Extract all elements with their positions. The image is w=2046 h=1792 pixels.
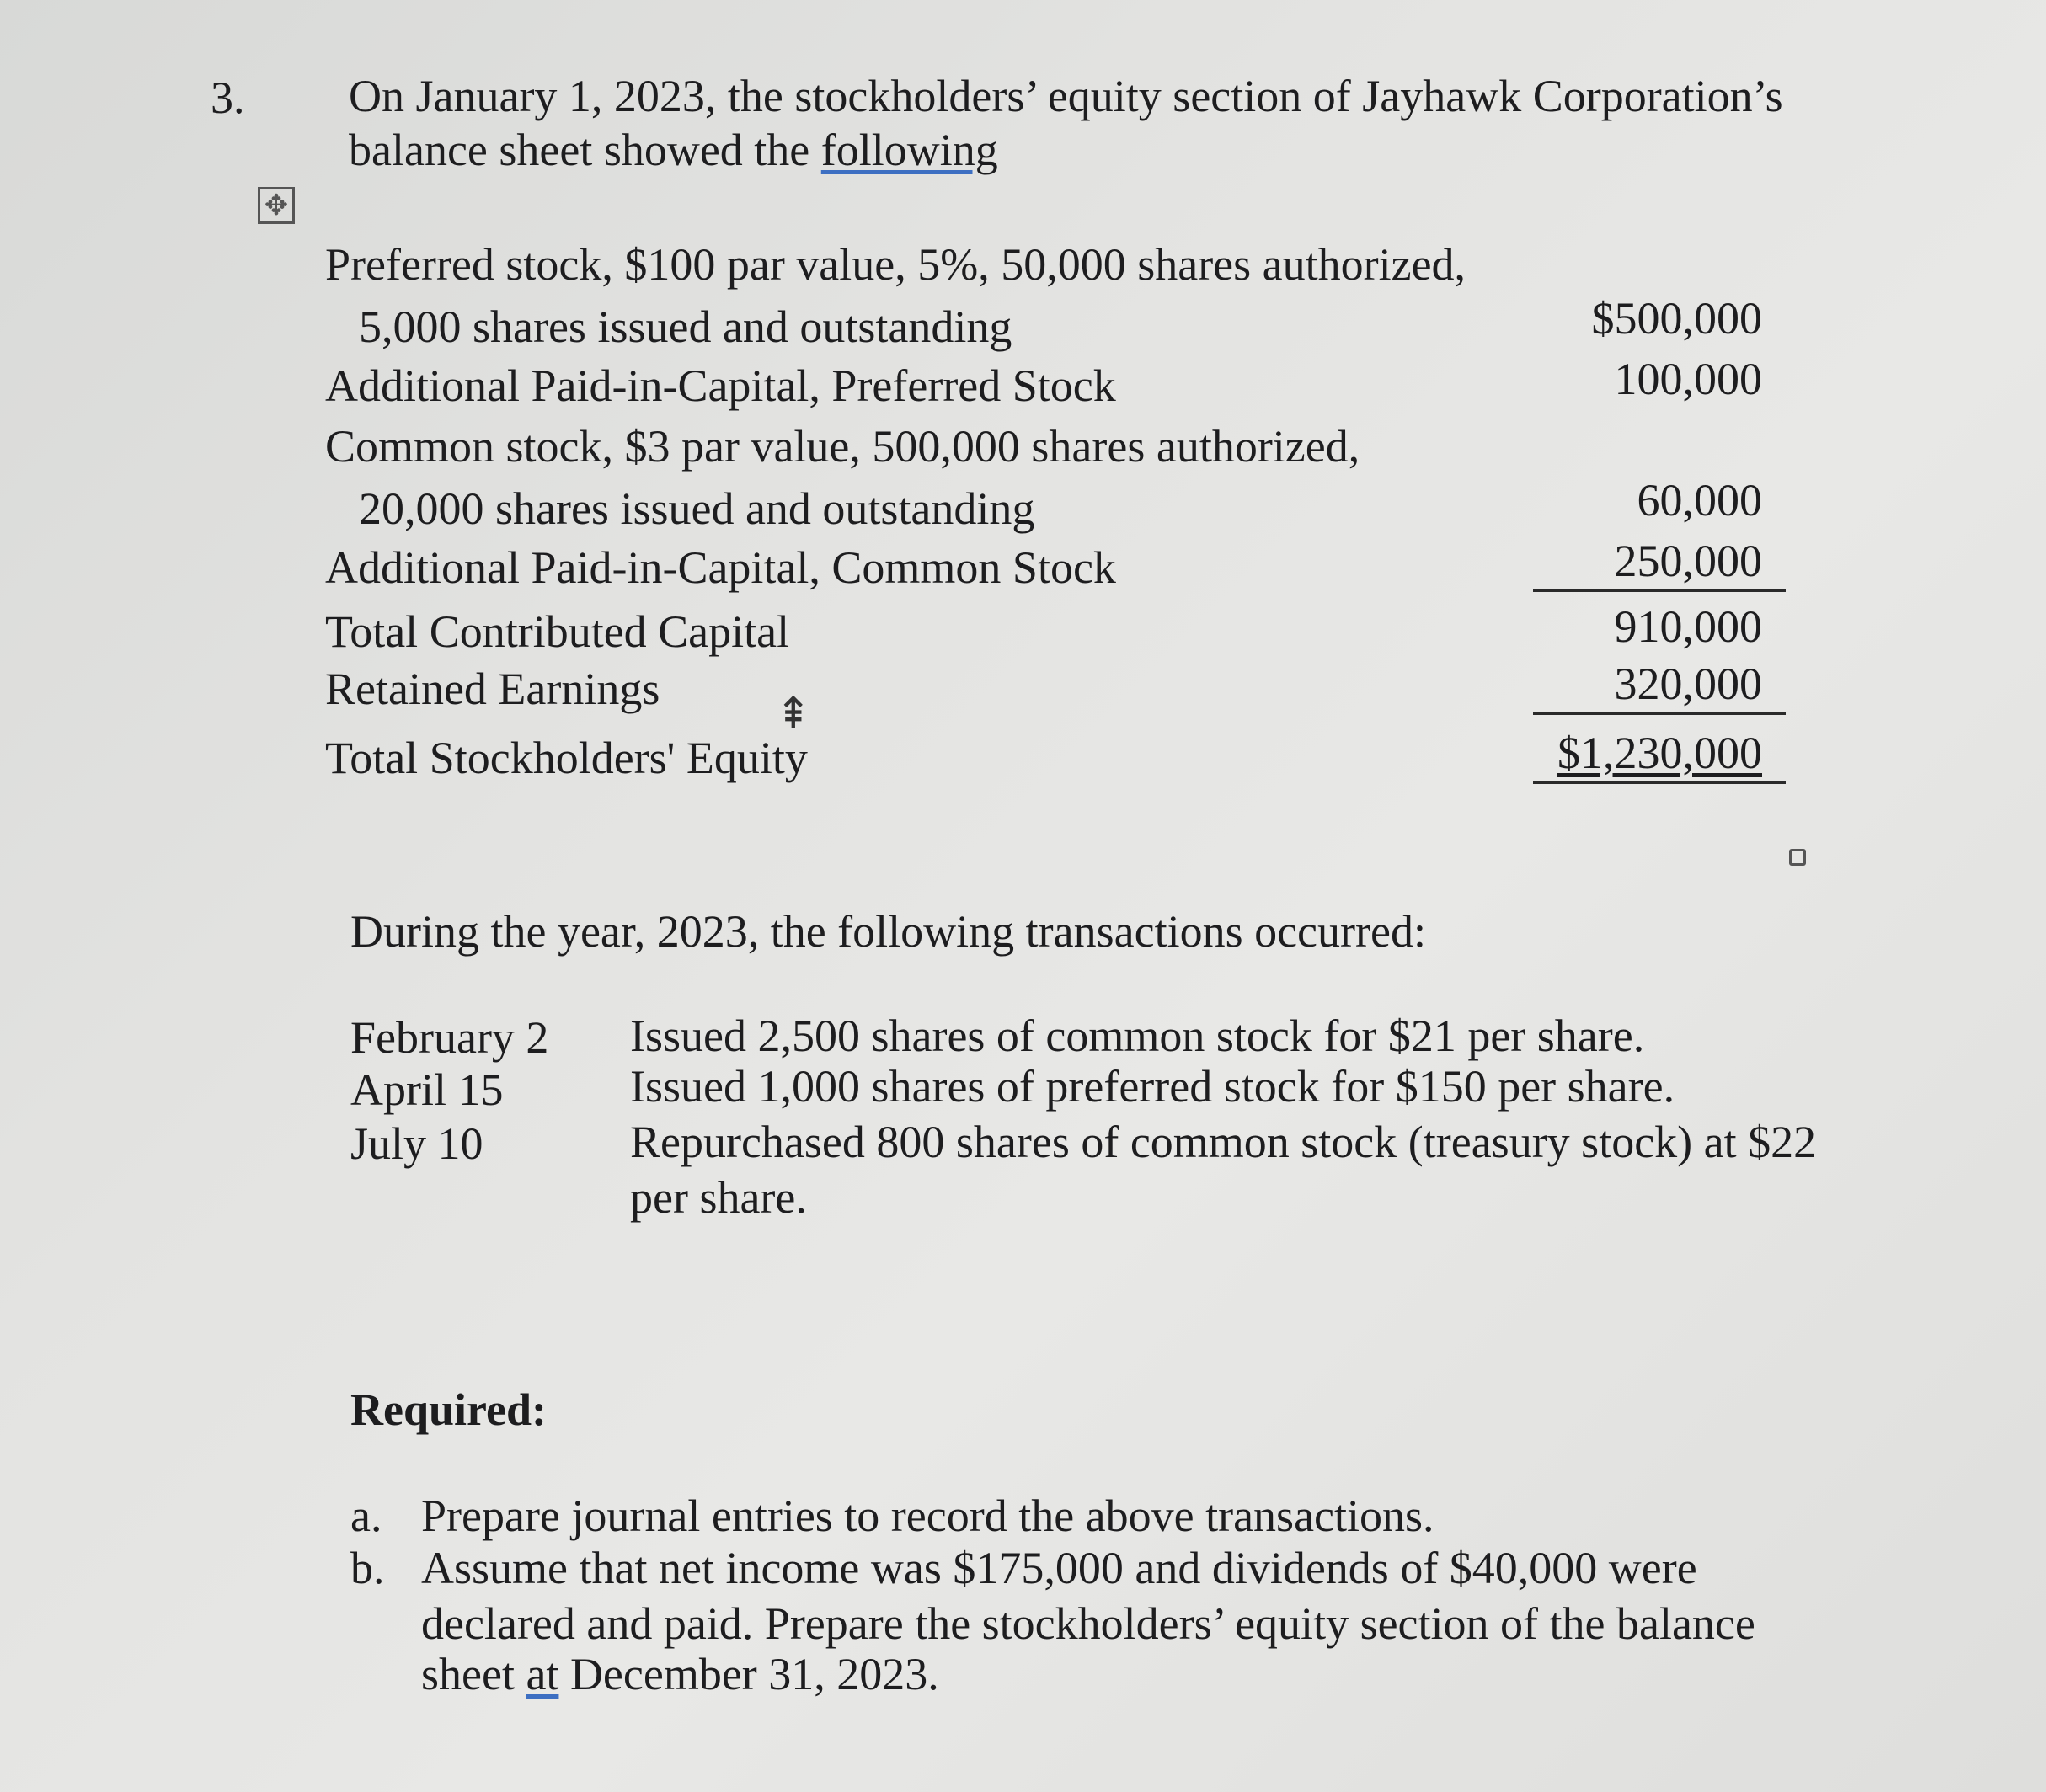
bs-row-amount: 60,000 [1637, 475, 1762, 525]
intro-line-2-text: balance sheet showed the [349, 125, 821, 175]
transaction-date: April 15 [350, 1064, 504, 1115]
transaction-date: July 10 [350, 1118, 483, 1169]
transaction-description-cont: per share. [630, 1172, 807, 1223]
bs-row-amount: 910,000 [1614, 601, 1762, 652]
bs-row-label: Retained Earnings [325, 664, 660, 714]
bs-row-amount: $500,000 [1591, 293, 1762, 344]
bs-row-amount: 100,000 [1614, 354, 1762, 404]
transaction-description: Issued 2,500 shares of common stock for $21 per share. [630, 1011, 1645, 1061]
required-item-line: Prepare journal entries to record the above transactions. [421, 1491, 1434, 1541]
bs-row-label: Total Contributed Capital [325, 606, 790, 657]
intro-link-following[interactable]: following [820, 125, 998, 175]
total-double-rule [1533, 781, 1786, 784]
bs-row-label: Total Stockholders' Equity [325, 733, 808, 783]
problem-number: 3. [211, 72, 245, 123]
intro-line-1: On January 1, 2023, the stockholders’ equity section of Jayhawk Corporation’s [349, 71, 1783, 121]
bs-row-label: Preferred stock, $100 par value, 5%, 50,000 shares authorized, [325, 239, 1466, 290]
required-link-at[interactable]: at [526, 1649, 559, 1699]
required-marker: a. [350, 1491, 382, 1541]
bs-row-label: 20,000 shares issued and outstanding [359, 483, 1035, 534]
bs-row-label: Additional Paid-in-Capital, Preferred Stock [325, 360, 1116, 411]
subtotal-rule [1533, 589, 1786, 592]
required-item-line-last [421, 1647, 939, 1701]
required-heading: Required: [350, 1384, 548, 1435]
bs-row-amount: 250,000 [1614, 536, 1762, 586]
required-item-line: declared and paid. Prepare the stockholders’ equity section of the balance [421, 1598, 1755, 1649]
subtotal-rule [1533, 712, 1786, 715]
bs-row-label: Additional Paid-in-Capital, Common Stock [325, 542, 1116, 593]
transactions-heading: During the year, 2023, the following transactions occurred: [350, 906, 1426, 957]
row-resize-cursor-icon: ⇞ [775, 689, 812, 739]
bs-row-amount: 320,000 [1614, 659, 1762, 709]
required-item-text: sheet [421, 1649, 526, 1699]
required-marker: b. [350, 1543, 385, 1593]
intro-line-2 [349, 123, 998, 177]
checkbox-icon[interactable] [1789, 849, 1806, 866]
transaction-description: Issued 1,000 shares of preferred stock for $150 per share. [630, 1061, 1675, 1112]
transaction-description: Repurchased 800 shares of common stock (treasury stock) at $22 [630, 1117, 1817, 1167]
bs-row-label: Common stock, $3 par value, 500,000 shares authorized, [325, 421, 1360, 472]
transaction-date: February 2 [350, 1012, 549, 1063]
required-item-text: December 31, 2023. [558, 1649, 939, 1699]
move-handle-icon[interactable]: ✥ [258, 187, 295, 224]
bs-row-label: 5,000 shares issued and outstanding [359, 301, 1012, 352]
bs-row-amount-total: $1,230,000 [1557, 728, 1762, 778]
required-item-line: Assume that net income was $175,000 and dividends of $40,000 were [421, 1543, 1697, 1593]
